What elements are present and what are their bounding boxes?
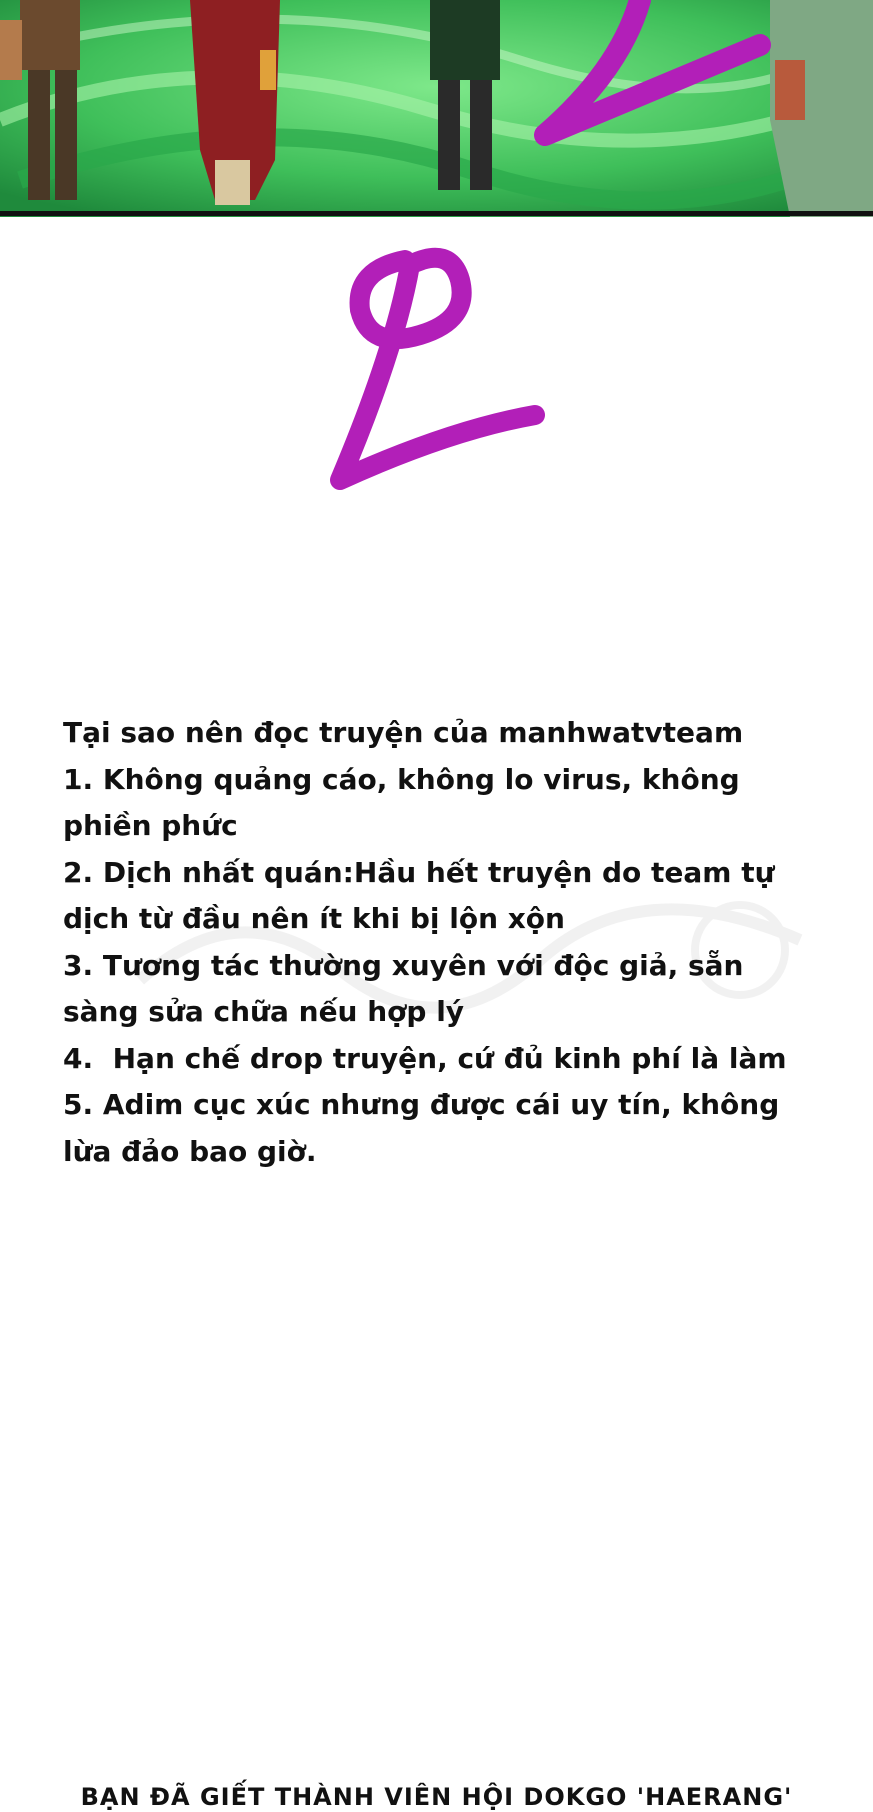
info-line: phiền phức: [63, 809, 238, 842]
panel-border: [0, 211, 873, 216]
sfx-glyph: [300, 240, 560, 510]
info-line: 2. Dịch nhất quán:Hầu hết truyện do team tự: [63, 855, 775, 889]
info-line: 5. Adim cục xúc nhưng được cái uy tín, không: [63, 1088, 780, 1121]
bottom-caption: BẠN ĐÃ GIẾT THÀNH VIÊN HỘI DOKGO 'HAERANG': [80, 1783, 793, 1811]
info-line: dịch từ đầu nên ít khi bị lộn xộn: [63, 902, 565, 935]
info-line: sàng sửa chữa nếu hợp lý: [63, 995, 465, 1028]
info-line: 4. Hạn chế drop truyện, cứ đủ kinh phí là làm: [63, 1041, 787, 1075]
comic-panel-art: [0, 0, 873, 217]
info-heading: Tại sao nên đọc truyện của manhwatvteam: [63, 716, 744, 749]
character-right: [770, 0, 873, 217]
info-text-block: [63, 710, 823, 1175]
comic-panel-top: [0, 0, 873, 217]
info-line: lừa đảo bao giờ.: [63, 1134, 317, 1168]
info-line: 3. Tương tác thường xuyên với độc giả, sẵn: [63, 948, 744, 982]
info-line: 1. Không quảng cáo, không lo virus, không: [63, 762, 740, 796]
